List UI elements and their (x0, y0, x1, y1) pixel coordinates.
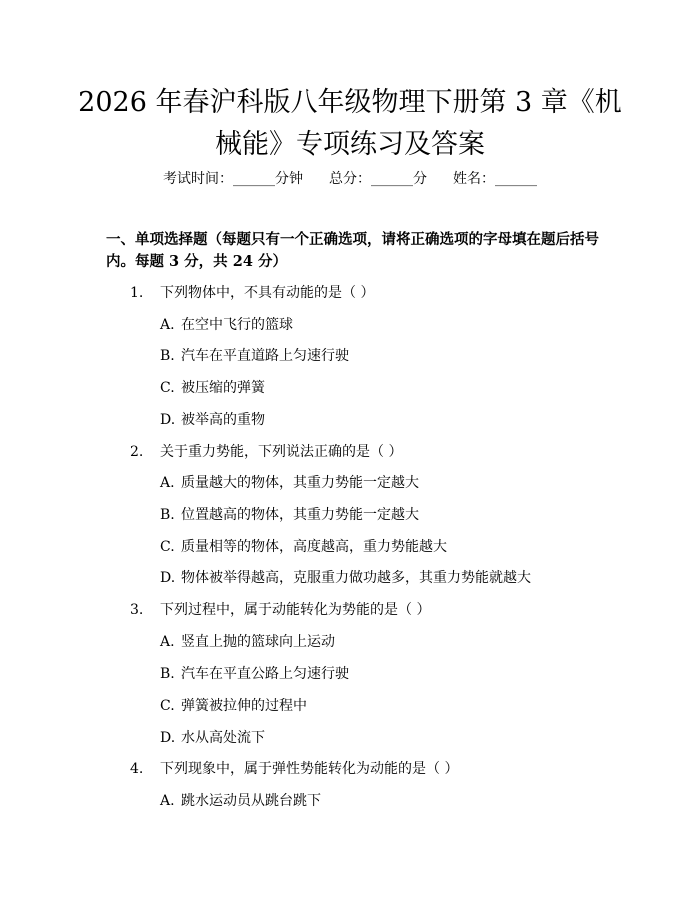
document-title-line2: 械能》专项练习及答案 (215, 129, 485, 160)
option-text: 质量越大的物体，其重力势能一定越大 (181, 475, 419, 491)
option-text: 质量相等的物体，高度越高，重力势能越大 (181, 539, 447, 555)
exam-score-unit: 分 (413, 171, 427, 187)
question-stem: 下列物体中，不具有动能的是（ ） (160, 285, 375, 301)
option-letter: B. (160, 666, 175, 682)
option-text: 物体被举得越高，克服重力做功越多，其重力势能就越大 (181, 570, 531, 586)
option-text: 跳水运动员从跳台跳下 (181, 793, 321, 809)
exam-time-field (163, 170, 303, 188)
exam-score-blank: ______ (371, 171, 413, 187)
option-letter: C. (160, 380, 175, 396)
exam-time-blank: ______ (233, 171, 275, 187)
option-letter: B. (160, 348, 175, 364)
option-text: 位置越高的物体，其重力势能一定越大 (181, 507, 419, 523)
question-number: 4. (130, 761, 144, 777)
exam-name-blank: ______ (495, 171, 537, 187)
option-text: 被压缩的弹簧 (181, 380, 265, 396)
option-letter: D. (160, 730, 176, 746)
exam-score-field (329, 170, 427, 188)
exam-name-field (453, 170, 537, 188)
question-number: 2. (130, 444, 144, 460)
option-text: 被举高的重物 (181, 412, 265, 428)
section-heading-line2: 内。每题 3 分，共 24 分） (106, 253, 287, 270)
option-letter: A. (160, 475, 175, 491)
exam-name-label: 姓名： (453, 171, 495, 187)
option-letter: D. (160, 570, 176, 586)
question-stem: 下列现象中，属于弹性势能转化为动能的是（ ） (160, 761, 459, 777)
option-letter: B. (160, 507, 175, 523)
option-letter: D. (160, 412, 176, 428)
exam-info (0, 170, 700, 188)
option-letter: C. (160, 698, 175, 714)
section-heading-line1: 一、单项选择题（每题只有一个正确选项，请将正确选项的字母填在题后括号 (106, 231, 599, 248)
question-stem: 下列过程中，属于动能转化为势能的是（ ） (160, 602, 431, 618)
exam-time-unit: 分钟 (275, 171, 303, 187)
option-text: 在空中飞行的篮球 (181, 317, 293, 333)
question-number: 1. (130, 285, 144, 301)
exam-time-label: 考试时间： (163, 171, 233, 187)
option-letter: C. (160, 539, 175, 555)
option-letter: A. (160, 793, 175, 809)
option-text: 水从高处流下 (181, 730, 265, 746)
option-letter: A. (160, 634, 175, 650)
option-text: 弹簧被拉伸的过程中 (181, 698, 307, 714)
question-stem: 关于重力势能，下列说法正确的是（ ） (160, 444, 403, 460)
document-title-line1: 2026 年春沪科版八年级物理下册第 3 章《机 (78, 87, 622, 118)
exam-score-label: 总分： (329, 171, 371, 187)
option-text: 竖直上抛的篮球向上运动 (181, 634, 335, 650)
option-text: 汽车在平直公路上匀速行驶 (181, 666, 349, 682)
option-text: 汽车在平直道路上匀速行驶 (181, 348, 349, 364)
question-number: 3. (130, 602, 144, 618)
option-letter: A. (160, 317, 175, 333)
